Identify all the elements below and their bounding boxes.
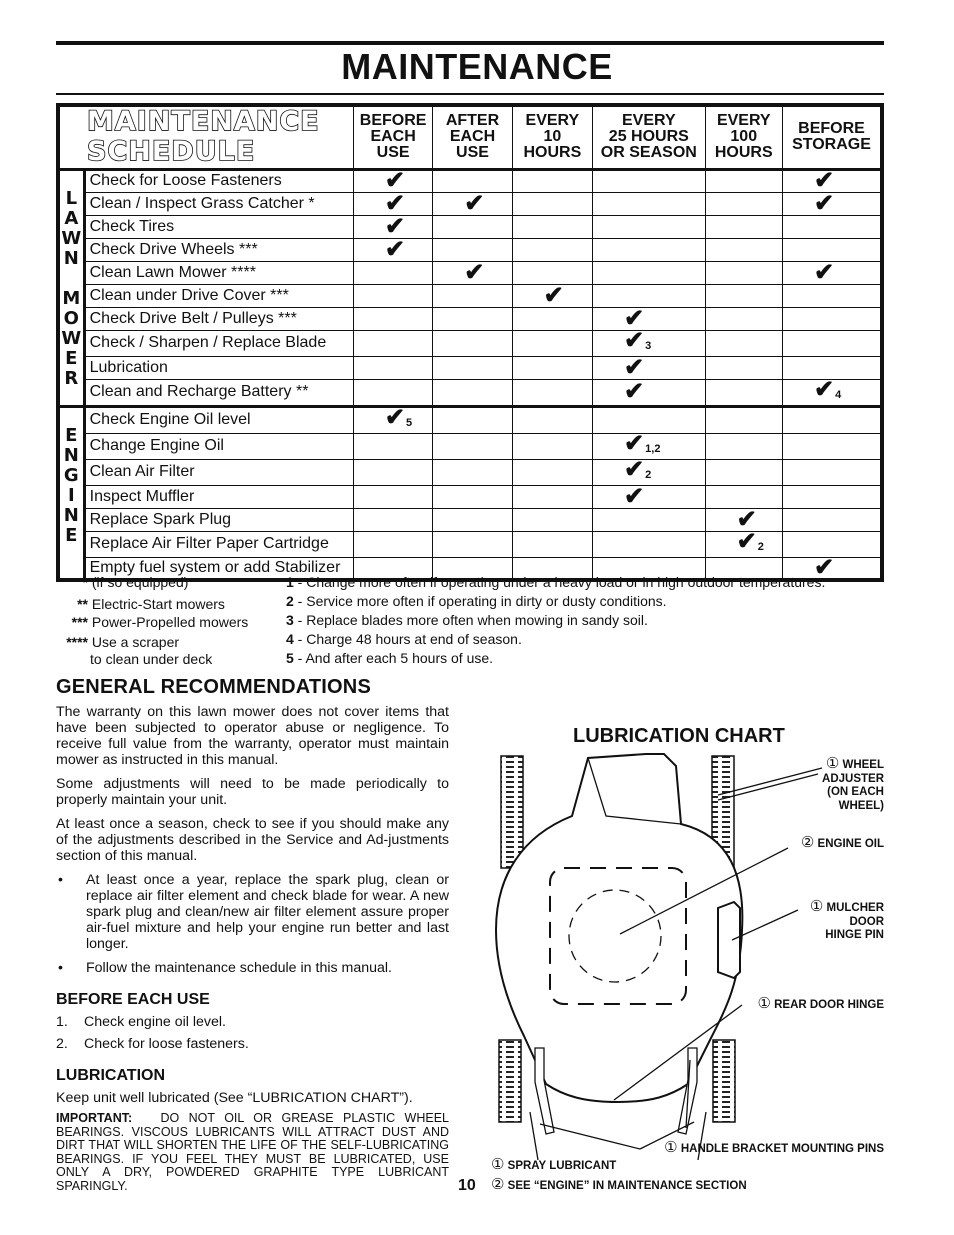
numbered-footnotes xyxy=(286,574,886,669)
schedule-cell xyxy=(512,238,592,261)
column-header: BEFORE STORAGE xyxy=(782,105,882,169)
footnote-ref: 4 xyxy=(835,388,842,401)
schedule-cell xyxy=(512,508,592,531)
check-mark-icon: ✔ xyxy=(384,403,406,431)
schedule-cell xyxy=(782,284,882,307)
schedule-cell xyxy=(705,330,782,356)
general-recommendations xyxy=(56,676,449,1194)
task-cell: Check Tires xyxy=(84,215,353,238)
schedule-cell xyxy=(433,379,512,406)
footnote-num-2: 2 - Service more often if operating in dirty or dusty conditions. xyxy=(286,593,667,609)
schedule-cell xyxy=(353,531,432,557)
footnote-num-5: 5 - And after each 5 hours of use. xyxy=(286,650,494,666)
schedule-cell xyxy=(705,406,782,433)
schedule-title-line2: SCHEDULE xyxy=(87,136,256,168)
check-mark-icon: ✔ xyxy=(813,258,835,286)
schedule-cell xyxy=(705,169,782,192)
schedule-cell xyxy=(593,455,706,485)
schedule-cell xyxy=(782,330,882,356)
task-cell: Clean / Inspect Grass Catcher * xyxy=(84,192,353,215)
check-mark-icon: ✔ xyxy=(384,189,406,217)
schedule-cell xyxy=(512,406,592,433)
check-mark-icon: ✔ xyxy=(543,281,564,309)
schedule-cell xyxy=(705,356,782,379)
schedule-cell xyxy=(782,307,882,330)
mower-deck-outline xyxy=(496,754,742,1102)
schedule-cell xyxy=(353,330,432,356)
section-side-label: E N G I N E xyxy=(58,406,84,580)
schedule-body xyxy=(58,169,882,580)
schedule-cell xyxy=(353,356,432,379)
general-paragraph-3: At least once a season, check to see if you should make any of the adjustments described in the Service and Ad-justments section of this manual. xyxy=(56,816,449,864)
schedule-cell xyxy=(512,459,592,485)
schedule-cell xyxy=(593,192,706,215)
schedule-cell xyxy=(433,215,512,238)
schedule-cell xyxy=(353,433,432,459)
schedule-cell xyxy=(593,353,706,381)
schedule-cell xyxy=(782,258,882,286)
footnote-ref: 5 xyxy=(406,416,413,429)
schedule-cell xyxy=(433,459,512,485)
schedule-cell xyxy=(782,406,882,433)
schedule-cell xyxy=(353,459,432,485)
footnote-star-4-cont: to clean under deck xyxy=(90,651,213,667)
title-underline xyxy=(56,93,884,95)
check-mark-icon: ✔ xyxy=(464,189,485,217)
schedule-cell xyxy=(705,192,782,215)
schedule-cell xyxy=(782,433,882,459)
schedule-cell xyxy=(433,508,512,531)
schedule-cell xyxy=(593,261,706,284)
callout-rear-door-hinge: ① REAR DOOR HINGE xyxy=(757,995,884,1012)
schedule-cell xyxy=(705,459,782,485)
callout-handle-bracket-pins: ① HANDLE BRACKET MOUNTING PINS xyxy=(664,1139,884,1156)
column-header: EVERY 10 HOURS xyxy=(512,105,592,169)
table-row xyxy=(58,307,882,330)
footnote-ref: 2 xyxy=(645,468,652,481)
lubrication-heading: LUBRICATION xyxy=(56,1067,166,1084)
schedule-cell xyxy=(593,326,706,356)
check-mark-icon: ✔ xyxy=(384,167,406,194)
list-item: 2. Check for loose fasteners. xyxy=(56,1036,249,1052)
column-header: EVERY 100 HOURS xyxy=(705,105,782,169)
schedule-cell xyxy=(705,379,782,406)
schedule-cell xyxy=(782,485,882,508)
footnote-star-1: * (if so equipped) xyxy=(82,574,189,590)
schedule-cell xyxy=(705,307,782,330)
mulcher-door xyxy=(718,902,740,978)
schedule-cell xyxy=(705,527,782,557)
schedule-cell xyxy=(593,531,706,557)
footnote-ref: 2 xyxy=(757,540,764,553)
check-mark-icon: ✔ xyxy=(624,326,645,354)
schedule-cell xyxy=(593,429,706,459)
schedule-cell xyxy=(433,284,512,307)
table-row xyxy=(58,261,882,284)
check-mark-icon: ✔ xyxy=(813,189,835,217)
table-row xyxy=(58,459,882,485)
callout-wheel-adjuster: ① WHEEL ADJUSTER (ON EACH WHEEL) xyxy=(822,755,884,812)
schedule-header-row xyxy=(58,105,882,169)
table-row xyxy=(58,406,882,433)
schedule-cell xyxy=(433,356,512,379)
task-cell: Check Drive Wheels *** xyxy=(84,238,353,261)
general-heading: GENERAL RECOMMENDATIONS xyxy=(56,676,371,698)
schedule-cell xyxy=(353,379,432,406)
schedule-cell xyxy=(593,169,706,192)
table-row xyxy=(58,379,882,406)
schedule-cell xyxy=(512,379,592,406)
rear-right-wheel xyxy=(713,1040,735,1122)
table-row xyxy=(58,433,882,459)
check-mark-icon: ✔ xyxy=(813,553,835,581)
schedule-cell xyxy=(705,215,782,238)
task-cell: Inspect Muffler xyxy=(84,485,353,508)
schedule-cell xyxy=(512,531,592,557)
page-title: MAINTENANCE xyxy=(341,46,613,87)
task-cell: Replace Spark Plug xyxy=(84,508,353,531)
schedule-cell xyxy=(433,531,512,557)
schedule-cell xyxy=(353,235,432,263)
schedule-cell xyxy=(705,284,782,307)
schedule-cell xyxy=(593,238,706,261)
bullet-item: • Follow the maintenance schedule in this manual. xyxy=(58,960,392,976)
check-mark-icon: ✔ xyxy=(813,375,835,403)
schedule-cell xyxy=(512,281,592,309)
legend-engine-section: ② SEE “ENGINE” IN MAINTENANCE SECTION xyxy=(491,1176,747,1193)
table-row xyxy=(58,330,882,356)
star-footnotes xyxy=(56,574,276,668)
table-row xyxy=(58,192,882,215)
schedule-cell xyxy=(782,508,882,531)
schedule-cell xyxy=(512,356,592,379)
task-cell: Change Engine Oil xyxy=(84,433,353,459)
schedule-cell xyxy=(512,307,592,330)
task-cell: Lubrication xyxy=(84,356,353,379)
schedule-cell xyxy=(433,307,512,330)
schedule-cell xyxy=(353,403,432,433)
table-row xyxy=(58,508,882,531)
footnote-ref: 1,2 xyxy=(645,442,661,455)
schedule-title xyxy=(58,105,353,169)
list-item: 1. Check engine oil level. xyxy=(56,1014,226,1030)
task-cell: Clean under Drive Cover *** xyxy=(84,284,353,307)
footnote-ref: 3 xyxy=(645,339,652,352)
schedule-cell xyxy=(593,482,706,510)
task-cell: Clean Air Filter xyxy=(84,459,353,485)
before-each-use-heading: BEFORE EACH USE xyxy=(56,991,210,1008)
front-left-wheel xyxy=(501,756,523,868)
general-paragraph-1: The warranty on this lawn mower does not cover items that have been subjected to operator abuse or negligence. To receive full value from the warranty, operator must maintain mower as instructed in this manual. xyxy=(56,704,449,768)
table-row xyxy=(58,215,882,238)
schedule-cell xyxy=(512,433,592,459)
schedule-cell xyxy=(512,215,592,238)
task-cell: Check for Loose Fasteners xyxy=(84,169,353,192)
check-mark-icon: ✔ xyxy=(624,482,645,510)
table-row xyxy=(58,531,882,557)
maintenance-schedule-table xyxy=(56,103,884,582)
task-cell: Replace Air Filter Paper Cartridge xyxy=(84,531,353,557)
check-mark-icon: ✔ xyxy=(624,378,645,405)
schedule-cell xyxy=(353,261,432,284)
check-mark-icon: ✔ xyxy=(624,429,645,457)
footnote-star-3: *** Power-Propelled mowers xyxy=(71,614,249,630)
task-cell: Check / Sharpen / Replace Blade xyxy=(84,330,353,356)
schedule-cell xyxy=(433,258,512,286)
check-mark-icon: ✔ xyxy=(624,353,645,381)
schedule-cell xyxy=(705,433,782,459)
schedule-cell xyxy=(593,304,706,332)
schedule-cell xyxy=(705,261,782,284)
check-mark-icon: ✔ xyxy=(384,212,406,240)
schedule-cell xyxy=(782,215,882,238)
check-mark-icon: ✔ xyxy=(624,455,645,483)
footnote-num-4: 4 - Charge 48 hours at end of season. xyxy=(286,631,522,647)
schedule-cell xyxy=(593,284,706,307)
legend-spray-lubricant: ① SPRAY LUBRICANT xyxy=(491,1156,617,1173)
footnote-num-1: 1 - Change more often if operating under a heavy load or in high outdoor temperatures. xyxy=(286,574,826,590)
column-header: EVERY 25 HOURS OR SEASON xyxy=(593,105,706,169)
column-header: BEFORE EACH USE xyxy=(353,105,432,169)
table-row xyxy=(58,356,882,379)
table-row xyxy=(58,485,882,508)
schedule-cell xyxy=(512,192,592,215)
schedule-cell xyxy=(593,508,706,531)
schedule-cell xyxy=(782,459,882,485)
callout-mulcher-door: ① MULCHER DOOR HINGE PIN xyxy=(809,898,884,941)
callout-engine-oil: ② ENGINE OIL xyxy=(800,834,884,851)
check-mark-icon: ✔ xyxy=(384,235,406,263)
check-mark-icon: ✔ xyxy=(813,167,835,194)
schedule-cell xyxy=(512,330,592,356)
lubrication-paragraph: Keep unit well lubricated (See “LUBRICATION CHART”). xyxy=(56,1090,413,1106)
check-mark-icon: ✔ xyxy=(736,527,757,555)
check-mark-icon: ✔ xyxy=(624,304,645,332)
task-cell: Check Engine Oil level xyxy=(84,406,353,433)
check-mark-icon: ✔ xyxy=(464,258,485,286)
footnote-star-4: **** Use a scraper xyxy=(66,634,180,650)
footnote-num-3: 3 - Replace blades more often when mowing in sandy soil. xyxy=(286,612,648,628)
important-text: DO NOT OIL OR GREASE PLASTIC WHEEL BEARINGS. VISCOUS LUBRICANTS WILL ATTRACT DUST AND DIRT THAT WILL SHORTEN THE LIFE OF THE SELF-LUBRICATING BEARINGS. IF YOU FEEL THEY MUST BE LUBRICATED, USE ONLY A DRY, POWDERED GRAPHITE TYPE LUBRICANT SPARINGLY. xyxy=(56,1111,449,1193)
rear-left-wheel xyxy=(499,1040,521,1122)
schedule-title-line1: MAINTENANCE xyxy=(87,106,320,138)
footnote-star-2: ** Electric-Start mowers xyxy=(77,596,225,612)
task-cell: Clean and Recharge Battery ** xyxy=(84,379,353,406)
important-label: IMPORTANT: xyxy=(56,1111,133,1125)
task-cell: Check Drive Belt / Pulleys *** xyxy=(84,307,353,330)
schedule-cell xyxy=(353,508,432,531)
column-header: AFTER EACH USE xyxy=(433,105,512,169)
top-rule xyxy=(56,41,884,45)
schedule-cell xyxy=(433,189,512,217)
schedule-cell xyxy=(433,433,512,459)
schedule-cell xyxy=(705,238,782,261)
schedule-cell xyxy=(512,485,592,508)
task-cell: Empty fuel system or add Stabilizer xyxy=(84,557,353,580)
schedule-cell xyxy=(593,406,706,433)
schedule-cell xyxy=(433,330,512,356)
schedule-cell xyxy=(353,307,432,330)
schedule-cell xyxy=(353,485,432,508)
schedule-cell xyxy=(433,406,512,433)
schedule-cell xyxy=(512,169,592,192)
lubrication-chart-title: LUBRICATION CHART xyxy=(573,725,785,747)
schedule-cell xyxy=(782,189,882,217)
check-mark-icon: ✔ xyxy=(736,505,757,533)
schedule-cell xyxy=(782,375,882,406)
table-row xyxy=(58,284,882,307)
schedule-cell xyxy=(353,284,432,307)
section-side-label: L A W N M O W E R xyxy=(58,169,84,406)
page-number: 10 xyxy=(458,1177,476,1194)
task-cell: Clean Lawn Mower **** xyxy=(84,261,353,284)
general-paragraph-2: Some adjustments will need to be made periodically to properly maintain your unit. xyxy=(56,776,449,808)
schedule-cell xyxy=(593,379,706,406)
schedule-cell xyxy=(593,215,706,238)
important-note xyxy=(56,1112,449,1194)
bullet-item: • At least once a year, replace the spark plug, clean or replace air filter element and check blade for wear. A new spark plug and clean/new air filter element assure proper air-fuel mixture and help your engine run better and last longer. xyxy=(58,872,449,952)
schedule-cell xyxy=(433,485,512,508)
